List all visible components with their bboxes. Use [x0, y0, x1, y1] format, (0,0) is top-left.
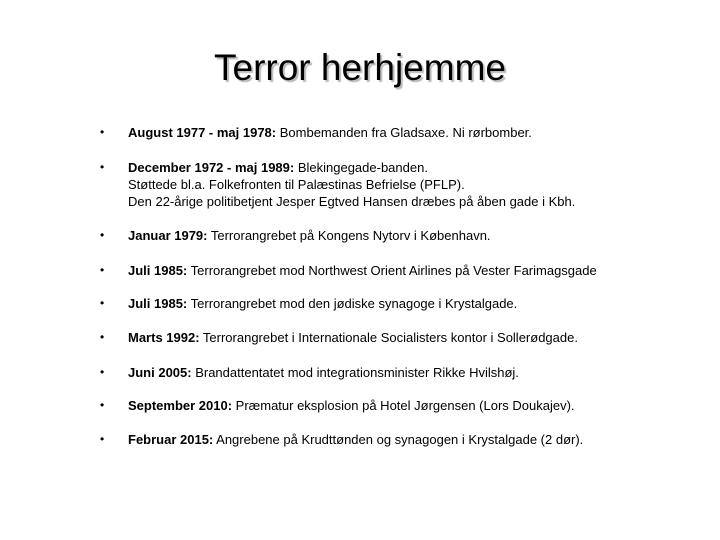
bullet-text [128, 262, 698, 279]
bullet-date: Februar 2015: [128, 432, 214, 447]
bullet-first-line [128, 364, 698, 381]
bullet-text [128, 364, 698, 381]
bullet-icon: • [100, 296, 105, 310]
bullet-description: Præmatur eksplosion på Hotel Jørgensen (Lors Doukajev). [232, 398, 575, 413]
bullet-date: Marts 1992: [128, 330, 200, 345]
bullet-text [128, 431, 698, 448]
bullet-icon: • [100, 432, 105, 446]
bullet-description: Bombemanden fra Gladsaxe. Ni rørbomber. [276, 125, 532, 140]
bullet-date: Juli 1985: [128, 263, 188, 278]
bullet-description: Terrorangrebet på Kongens Nytorv i København. [207, 228, 491, 243]
bullet-date: Juni 2005: [128, 365, 192, 380]
bullet-first-line [128, 295, 698, 312]
bullet-text [128, 295, 698, 312]
bullet-first-line [128, 397, 698, 414]
bullet-continuation-line: Den 22-årige politibetjent Jesper Egtved Hansen dræbes på åben gade i Kbh. [128, 194, 576, 209]
bullet-icon: • [100, 330, 105, 344]
bullet-first-line [128, 227, 698, 244]
bullet-date: Juli 1985: [128, 296, 188, 311]
bullet-first-line [128, 431, 698, 448]
bullet-description: Terrorangrebet mod Northwest Orient Airlines på Vester Farimagsgade [187, 263, 597, 278]
bullet-date: September 2010: [128, 398, 233, 413]
bullet-date: December 1972 - maj 1989: [128, 160, 295, 175]
bullet-description: Brandattentatet mod integrationsminister Rikke Hvilshøj. [191, 365, 519, 380]
bullet-icon: • [100, 160, 105, 174]
bullet-icon: • [100, 263, 105, 277]
slide-title: Terror herhjemme [214, 47, 506, 88]
bullet-icon: • [100, 398, 105, 412]
bullet-text [128, 159, 698, 210]
bullet-date: Januar 1979: [128, 228, 208, 243]
bullet-date: August 1977 - maj 1978: [128, 125, 277, 140]
bullet-first-line [128, 262, 698, 279]
bullet-first-line [128, 159, 698, 176]
bullet-first-line [128, 329, 698, 346]
bullet-icon: • [100, 228, 105, 242]
bullet-description: Angrebene på Krudttønden og synagogen i Krystalgade (2 dør). [213, 432, 584, 447]
bullet-text [128, 329, 698, 346]
bullet-text [128, 124, 698, 141]
bullet-text [128, 397, 698, 414]
bullet-icon: • [100, 365, 105, 379]
bullet-icon: • [100, 125, 105, 139]
bullet-description: Terrorangrebet mod den jødiske synagoge i Krystalgade. [187, 296, 518, 311]
bullet-description: Terrorangrebet i Internationale Socialisters kontor i Sollerødgade. [199, 330, 578, 345]
bullet-description: Blekingegade-banden. [294, 160, 428, 175]
bullet-first-line [128, 124, 698, 141]
bullet-continuation-line: Støttede bl.a. Folkefronten til Palæstinas Befrielse (PFLP). [128, 177, 465, 192]
bullet-text [128, 227, 698, 244]
